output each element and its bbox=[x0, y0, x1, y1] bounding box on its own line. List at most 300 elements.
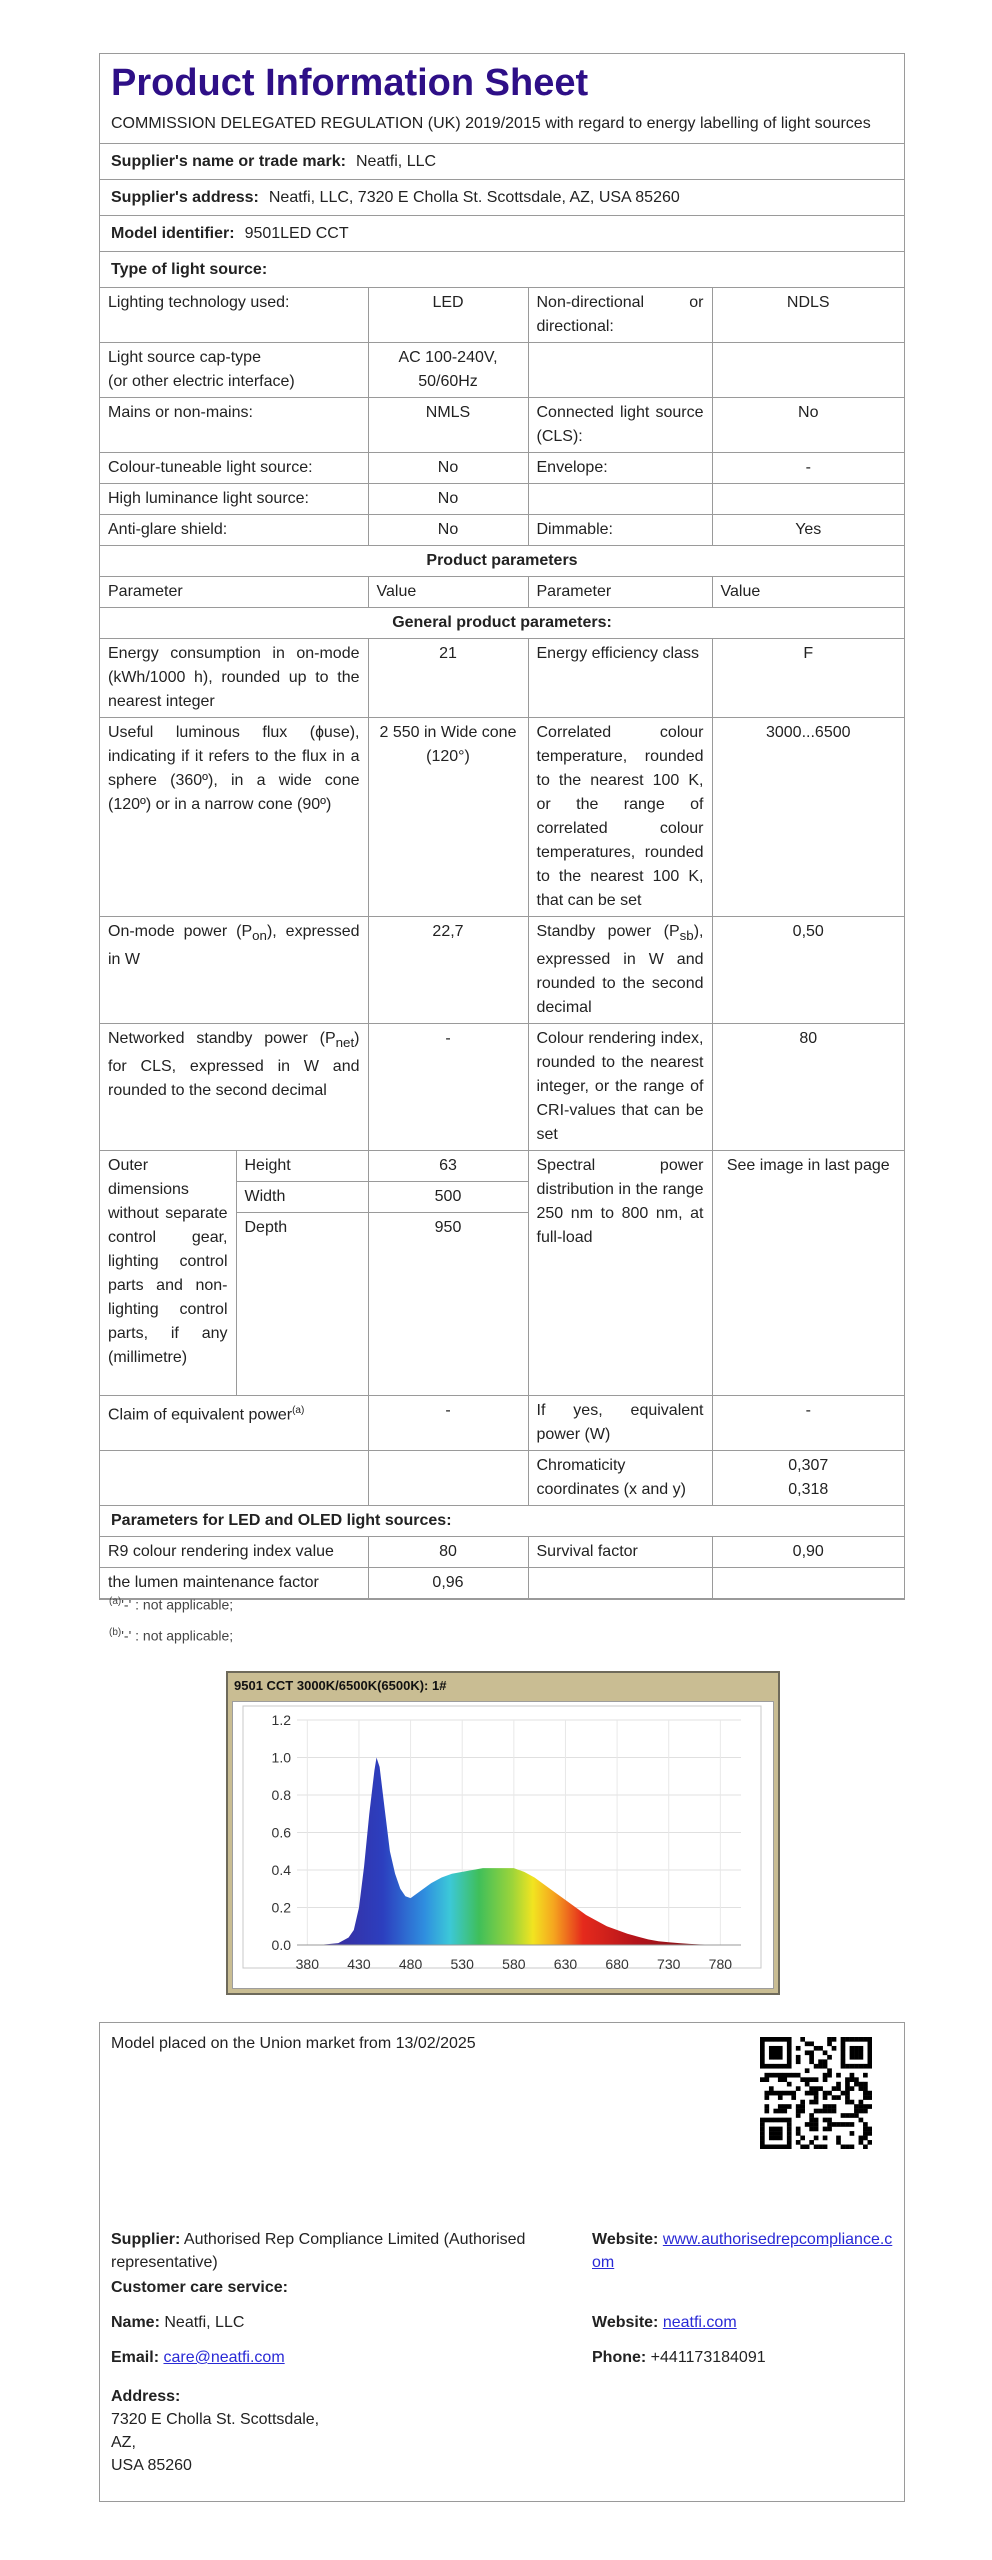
qr-module bbox=[854, 2064, 859, 2069]
cls-value: No bbox=[712, 398, 904, 453]
anti-glare-label: Anti-glare shield: bbox=[100, 515, 368, 546]
qr-module bbox=[814, 2091, 819, 2096]
qr-module bbox=[778, 2091, 783, 2096]
qr-module bbox=[814, 2136, 819, 2141]
qr-module bbox=[791, 2073, 796, 2078]
column-header-value: Value bbox=[368, 577, 528, 608]
survival-factor-value: 0,90 bbox=[712, 1537, 904, 1568]
column-header-value-2: Value bbox=[712, 577, 904, 608]
qr-module bbox=[796, 2131, 801, 2136]
qr-module bbox=[760, 2050, 765, 2055]
qr-module bbox=[773, 2064, 778, 2069]
qr-module bbox=[764, 2118, 769, 2123]
qr-module bbox=[836, 2136, 841, 2141]
qr-module bbox=[836, 2140, 841, 2145]
qr-module bbox=[832, 2104, 837, 2109]
mains-label: Mains or non-mains: bbox=[100, 398, 368, 453]
model-value: 9501LED CCT bbox=[244, 225, 349, 242]
qr-module bbox=[823, 2127, 828, 2132]
qr-module bbox=[805, 2082, 810, 2087]
qr-module bbox=[868, 2064, 872, 2069]
qr-module bbox=[850, 2077, 855, 2082]
qr-module bbox=[791, 2095, 796, 2100]
qr-module bbox=[800, 2104, 805, 2109]
qr-module bbox=[854, 2050, 859, 2055]
qr-module bbox=[854, 2077, 859, 2082]
x-tick-label: 680 bbox=[605, 1956, 629, 1972]
qr-module bbox=[769, 2118, 774, 2123]
qr-module bbox=[859, 2055, 864, 2060]
qr-module bbox=[841, 2046, 846, 2051]
qr-module bbox=[760, 2145, 765, 2149]
qr-module bbox=[827, 2104, 832, 2109]
qr-module bbox=[764, 2064, 769, 2069]
qr-module bbox=[805, 2041, 810, 2046]
qr-module bbox=[868, 2095, 872, 2100]
qr-module bbox=[863, 2104, 868, 2109]
qr-module bbox=[787, 2104, 792, 2109]
qr-module bbox=[814, 2100, 819, 2105]
qr-module bbox=[787, 2082, 792, 2087]
qr-module bbox=[818, 2109, 823, 2114]
qr-module bbox=[845, 2077, 850, 2082]
qr-module bbox=[769, 2073, 774, 2078]
qr-module bbox=[787, 2118, 792, 2123]
qr-module bbox=[827, 2091, 832, 2096]
height-value: 63 bbox=[368, 1151, 528, 1182]
chart-title: 9501 CCT 3000K/6500K(6500K): 1# bbox=[234, 1678, 447, 1693]
qr-module bbox=[823, 2104, 828, 2109]
qr-module bbox=[823, 2136, 828, 2141]
qr-module bbox=[863, 2131, 868, 2136]
qr-module bbox=[809, 2113, 814, 2118]
qr-module bbox=[769, 2055, 774, 2060]
qr-module bbox=[773, 2046, 778, 2051]
qr-module bbox=[778, 2064, 783, 2069]
table-row bbox=[100, 515, 904, 546]
website-block-1 bbox=[592, 2228, 897, 2274]
qr-module bbox=[805, 2122, 810, 2127]
qr-module bbox=[863, 2122, 868, 2127]
qr-module bbox=[773, 2050, 778, 2055]
survival-factor-label: Survival factor bbox=[528, 1537, 712, 1568]
high-luminance-value: No bbox=[368, 484, 528, 515]
qr-module bbox=[800, 2136, 805, 2141]
qr-module bbox=[809, 2140, 814, 2145]
address-value: Neatfi, LLC, 7320 E Cholla St. Scottsdale, AZ, USA 85260 bbox=[268, 189, 680, 206]
qr-module bbox=[760, 2037, 765, 2042]
qr-module bbox=[791, 2091, 796, 2096]
supplier-row bbox=[100, 144, 904, 180]
qr-module bbox=[773, 2127, 778, 2132]
qr-module bbox=[868, 2050, 872, 2055]
qr-module bbox=[836, 2095, 841, 2100]
qr-module bbox=[863, 2064, 868, 2069]
qr-module bbox=[778, 2109, 783, 2114]
qr-module bbox=[836, 2073, 841, 2078]
footer-address-label: Address: bbox=[111, 2388, 181, 2405]
qr-module bbox=[782, 2073, 787, 2078]
qr-module bbox=[832, 2046, 837, 2051]
qr-module bbox=[809, 2118, 814, 2123]
address-line-2: AZ, bbox=[111, 2434, 136, 2451]
cct-label: Correlated colour temperature, rounded to the nearest 100 K, or the range of correlated colour temperatures, rounded to the nearest 100 K, that can be set bbox=[528, 718, 712, 917]
qr-module bbox=[778, 2136, 783, 2141]
depth-label: Depth bbox=[236, 1213, 368, 1396]
spectral-chart bbox=[226, 1671, 780, 1995]
qr-module bbox=[814, 2118, 819, 2123]
qr-module bbox=[818, 2145, 823, 2149]
qr-module bbox=[850, 2073, 855, 2078]
qr-module bbox=[863, 2136, 868, 2141]
qr-module bbox=[809, 2055, 814, 2060]
chromaticity-value bbox=[712, 1451, 904, 1506]
x-tick-label: 730 bbox=[657, 1956, 681, 1972]
envelope-label: Envelope: bbox=[528, 453, 712, 484]
qr-module bbox=[764, 2104, 769, 2109]
table-row bbox=[100, 398, 904, 453]
qr-module bbox=[760, 2046, 765, 2051]
qr-module bbox=[845, 2095, 850, 2100]
qr-module bbox=[778, 2077, 783, 2082]
qr-module bbox=[863, 2037, 868, 2042]
qr-module bbox=[782, 2064, 787, 2069]
y-tick-label: 0.8 bbox=[271, 1787, 291, 1803]
qr-module bbox=[809, 2091, 814, 2096]
model-label: Model identifier: bbox=[111, 225, 235, 242]
supplier-value: Neatfi, LLC bbox=[356, 153, 437, 170]
qr-module bbox=[827, 2068, 832, 2073]
qr-module bbox=[850, 2064, 855, 2069]
qr-module bbox=[814, 2095, 819, 2100]
anti-glare-value: No bbox=[368, 515, 528, 546]
qr-module bbox=[773, 2136, 778, 2141]
luminous-flux-value: 2 550 in Wide cone (120°) bbox=[368, 718, 528, 917]
qr-module bbox=[787, 2041, 792, 2046]
qr-module bbox=[782, 2109, 787, 2114]
cri-value: 80 bbox=[712, 1024, 904, 1151]
spectral-distribution-value: See image in last page bbox=[712, 1151, 904, 1396]
energy-consumption-label: Energy consumption in on-mode (kWh/1000 h), rounded up to the nearest integer bbox=[100, 639, 368, 718]
qr-module bbox=[787, 2127, 792, 2132]
led-parameters-heading: Parameters for LED and OLED light sources: bbox=[100, 1506, 904, 1537]
equivalent-power-label: Claim of equivalent power$^{(a)}$ bbox=[100, 1396, 368, 1451]
directional-value: NDLS bbox=[712, 288, 904, 343]
qr-module bbox=[760, 2055, 765, 2060]
qr-module bbox=[827, 2118, 832, 2123]
qr-module bbox=[850, 2037, 855, 2042]
qr-module bbox=[805, 2077, 810, 2082]
qr-module bbox=[850, 2131, 855, 2136]
qr-module bbox=[764, 2109, 769, 2114]
qr-module bbox=[868, 2041, 872, 2046]
qr-module bbox=[868, 2127, 872, 2132]
qr-module bbox=[859, 2037, 864, 2042]
qr-module bbox=[823, 2118, 828, 2123]
qr-module bbox=[769, 2145, 774, 2149]
table-row bbox=[100, 917, 904, 1024]
address-label: Supplier's address: bbox=[111, 189, 259, 206]
qr-module bbox=[800, 2109, 805, 2114]
name-label: Name: bbox=[111, 2314, 160, 2331]
footer-supplier-label: Supplier: bbox=[111, 2231, 181, 2248]
qr-module bbox=[796, 2113, 801, 2118]
qr-module bbox=[800, 2100, 805, 2105]
x-tick-label: 480 bbox=[398, 1956, 423, 1972]
qr-module bbox=[760, 2041, 765, 2046]
qr-module bbox=[800, 2037, 805, 2042]
table-row bbox=[100, 484, 904, 515]
equivalent-power-value: - bbox=[368, 1396, 528, 1451]
qr-module bbox=[773, 2091, 778, 2096]
qr-module bbox=[760, 2059, 765, 2064]
dimmable-label: Dimmable: bbox=[528, 515, 712, 546]
qr-module bbox=[796, 2055, 801, 2060]
lighting-technology-label: Lighting technology used: bbox=[100, 288, 368, 343]
networked-standby-label: Networked standby power $(P_{net})$ for CLS, expressed in W and rounded to the second decimal bbox=[100, 1024, 368, 1151]
qr-module bbox=[796, 2059, 801, 2064]
qr-module bbox=[809, 2077, 814, 2082]
on-mode-power-value: 22,7 bbox=[368, 917, 528, 1024]
qr-module bbox=[778, 2046, 783, 2051]
website-label-2: Website: bbox=[592, 2314, 659, 2331]
qr-module bbox=[787, 2140, 792, 2145]
qr-module bbox=[787, 2059, 792, 2064]
qr-module bbox=[859, 2104, 864, 2109]
qr-module bbox=[782, 2077, 787, 2082]
qr-module bbox=[782, 2037, 787, 2042]
qr-module bbox=[841, 2041, 846, 2046]
table-row bbox=[100, 1396, 904, 1451]
width-label: Width bbox=[236, 1182, 368, 1213]
website-link-1[interactable]: www.authorisedrepcompliance.com bbox=[592, 2231, 893, 2271]
qr-module bbox=[841, 2113, 846, 2118]
qr-module bbox=[773, 2109, 778, 2114]
qr-module bbox=[773, 2073, 778, 2078]
qr-module bbox=[805, 2068, 810, 2073]
qr-code bbox=[760, 2037, 872, 2149]
cls-label: Connected light source (CLS): bbox=[528, 398, 712, 453]
qr-module bbox=[832, 2122, 837, 2127]
type-label: Type of light source: bbox=[111, 261, 268, 278]
qr-module bbox=[854, 2055, 859, 2060]
qr-module bbox=[827, 2073, 832, 2078]
qr-module bbox=[805, 2145, 810, 2149]
page-title: Product Information Sheet bbox=[111, 62, 589, 104]
qr-module bbox=[778, 2127, 783, 2132]
qr-module bbox=[859, 2140, 864, 2145]
lighting-technology-value: LED bbox=[368, 288, 528, 343]
table-row bbox=[100, 639, 904, 718]
qr-module bbox=[796, 2140, 801, 2145]
address-line-1: 7320 E Cholla St. Scottsdale, bbox=[111, 2411, 320, 2428]
name-block bbox=[111, 2314, 244, 2332]
mains-value: NMLS bbox=[368, 398, 528, 453]
qr-module bbox=[814, 2046, 819, 2051]
luminous-flux-label: Useful luminous flux (ɸuse), indicating if it refers to the flux in a sphere (360º), in a wide cone (120º) or in a narrow cone (90º) bbox=[100, 718, 368, 917]
qr-module bbox=[823, 2073, 828, 2078]
table-row bbox=[100, 1537, 904, 1568]
qr-module bbox=[778, 2118, 783, 2123]
qr-module bbox=[782, 2145, 787, 2149]
qr-module bbox=[787, 2073, 792, 2078]
qr-module bbox=[809, 2127, 814, 2132]
qr-module bbox=[841, 2145, 846, 2149]
qr-module bbox=[827, 2127, 832, 2132]
qr-module bbox=[850, 2050, 855, 2055]
qr-module bbox=[764, 2077, 769, 2082]
website-link-2[interactable]: neatfi.com bbox=[662, 2314, 737, 2331]
networked-standby-value: - bbox=[368, 1024, 528, 1151]
high-luminance-label: High luminance light source: bbox=[100, 484, 368, 515]
qr-module bbox=[827, 2037, 832, 2042]
email-block bbox=[111, 2349, 285, 2367]
qr-module bbox=[773, 2118, 778, 2123]
supplier-info-panel bbox=[99, 2022, 905, 2502]
qr-module bbox=[787, 2145, 792, 2149]
qr-module bbox=[818, 2046, 823, 2051]
qr-module bbox=[836, 2086, 841, 2091]
qr-module bbox=[787, 2122, 792, 2127]
qr-module bbox=[809, 2122, 814, 2127]
qr-module bbox=[760, 2140, 765, 2145]
cct-value: 3000...6500 bbox=[712, 718, 904, 917]
equivalent-watts-label: If yes, equivalent power (W) bbox=[528, 1396, 712, 1451]
qr-module bbox=[850, 2086, 855, 2091]
chromaticity-x: 0,307 bbox=[788, 1457, 829, 1475]
width-value: 500 bbox=[368, 1182, 528, 1213]
qr-module bbox=[782, 2104, 787, 2109]
qr-module bbox=[778, 2037, 783, 2042]
qr-module bbox=[769, 2050, 774, 2055]
qr-module bbox=[809, 2041, 814, 2046]
qr-module bbox=[850, 2100, 855, 2105]
email-link[interactable]: care@neatfi.com bbox=[163, 2349, 285, 2366]
qr-module bbox=[850, 2055, 855, 2060]
qr-module bbox=[796, 2073, 801, 2078]
qr-module bbox=[823, 2050, 828, 2055]
table-row bbox=[100, 577, 904, 608]
lumen-maintenance-value: 0,96 bbox=[368, 1568, 528, 1599]
qr-module bbox=[796, 2086, 801, 2091]
qr-module bbox=[769, 2046, 774, 2051]
qr-module bbox=[787, 2064, 792, 2069]
qr-module bbox=[769, 2064, 774, 2069]
cap-type-label-line1: Light source cap-type bbox=[108, 349, 261, 366]
qr-module bbox=[863, 2073, 868, 2078]
qr-module bbox=[823, 2077, 828, 2082]
qr-module bbox=[859, 2046, 864, 2051]
qr-module bbox=[773, 2055, 778, 2060]
qr-module bbox=[854, 2082, 859, 2087]
depth-value: 950 bbox=[368, 1213, 528, 1396]
qr-module bbox=[850, 2122, 855, 2127]
lumen-maintenance-label: the lumen maintenance factor bbox=[100, 1568, 368, 1599]
qr-module bbox=[760, 2122, 765, 2127]
y-tick-label: 1.0 bbox=[271, 1749, 291, 1766]
qr-module bbox=[778, 2073, 783, 2078]
qr-module bbox=[841, 2064, 846, 2069]
qr-module bbox=[796, 2046, 801, 2051]
qr-module bbox=[760, 2064, 765, 2069]
qr-module bbox=[778, 2131, 783, 2136]
qr-module bbox=[823, 2091, 828, 2096]
parameters-table bbox=[100, 288, 904, 1599]
directional-label: Non-directional or directional: bbox=[528, 288, 712, 343]
qr-module bbox=[760, 2118, 765, 2123]
qr-module bbox=[764, 2145, 769, 2149]
x-tick-label: 530 bbox=[450, 1956, 474, 1972]
qr-module bbox=[863, 2109, 868, 2114]
x-tick-label: 380 bbox=[295, 1956, 320, 1972]
qr-module bbox=[818, 2064, 823, 2069]
qr-module bbox=[854, 2046, 859, 2051]
qr-module bbox=[778, 2104, 783, 2109]
x-tick-label: 580 bbox=[502, 1956, 526, 1972]
spectral-distribution-label: Spectral power distribution in the range 250 nm to 800 nm, at full-load bbox=[528, 1151, 712, 1396]
energy-consumption-value: 21 bbox=[368, 639, 528, 718]
qr-module bbox=[859, 2109, 864, 2114]
spectrum-svg bbox=[233, 1702, 773, 1988]
qr-module bbox=[868, 2037, 872, 2042]
general-parameters-heading: General product parameters: bbox=[100, 608, 904, 639]
qr-module bbox=[841, 2055, 846, 2060]
qr-module bbox=[796, 2109, 801, 2114]
qr-module bbox=[827, 2109, 832, 2114]
qr-module bbox=[787, 2131, 792, 2136]
qr-module bbox=[769, 2037, 774, 2042]
qr-module bbox=[827, 2122, 832, 2127]
footnotes bbox=[109, 1588, 233, 1649]
qr-module bbox=[854, 2109, 859, 2114]
qr-module bbox=[764, 2073, 769, 2078]
qr-module bbox=[760, 2127, 765, 2132]
footer-supplier-value: Authorised Rep Compliance Limited (Authorised representative) bbox=[111, 2231, 526, 2271]
qr-module bbox=[863, 2082, 868, 2087]
energy-class-value: F bbox=[712, 639, 904, 718]
address-block bbox=[111, 2385, 319, 2477]
qr-module bbox=[845, 2113, 850, 2118]
qr-module bbox=[859, 2118, 864, 2123]
website-block-2 bbox=[592, 2314, 737, 2332]
qr-module bbox=[809, 2086, 814, 2091]
title-block bbox=[100, 54, 904, 144]
qr-module bbox=[845, 2037, 850, 2042]
qr-module bbox=[827, 2055, 832, 2060]
qr-module bbox=[850, 2113, 855, 2118]
qr-module bbox=[800, 2145, 805, 2149]
product-parameters-heading: Product parameters bbox=[100, 546, 904, 577]
colour-tuneable-label: Colour-tuneable light source: bbox=[100, 453, 368, 484]
phone-block bbox=[592, 2349, 766, 2367]
qr-module bbox=[823, 2145, 828, 2149]
qr-module bbox=[814, 2064, 819, 2069]
table-row bbox=[100, 453, 904, 484]
qr-module bbox=[832, 2109, 837, 2114]
qr-module bbox=[845, 2064, 850, 2069]
qr-module bbox=[782, 2118, 787, 2123]
qr-module bbox=[868, 2046, 872, 2051]
r9-label: R9 colour rendering index value bbox=[100, 1537, 368, 1568]
qr-module bbox=[764, 2037, 769, 2042]
qr-module bbox=[868, 2091, 872, 2096]
y-tick-label: 1.2 bbox=[271, 1712, 291, 1728]
qr-module bbox=[787, 2136, 792, 2141]
qr-module bbox=[845, 2091, 850, 2096]
qr-module bbox=[814, 2145, 819, 2149]
cap-type-value: AC 100-240V, 50/60Hz bbox=[368, 343, 528, 398]
qr-module bbox=[823, 2109, 828, 2114]
